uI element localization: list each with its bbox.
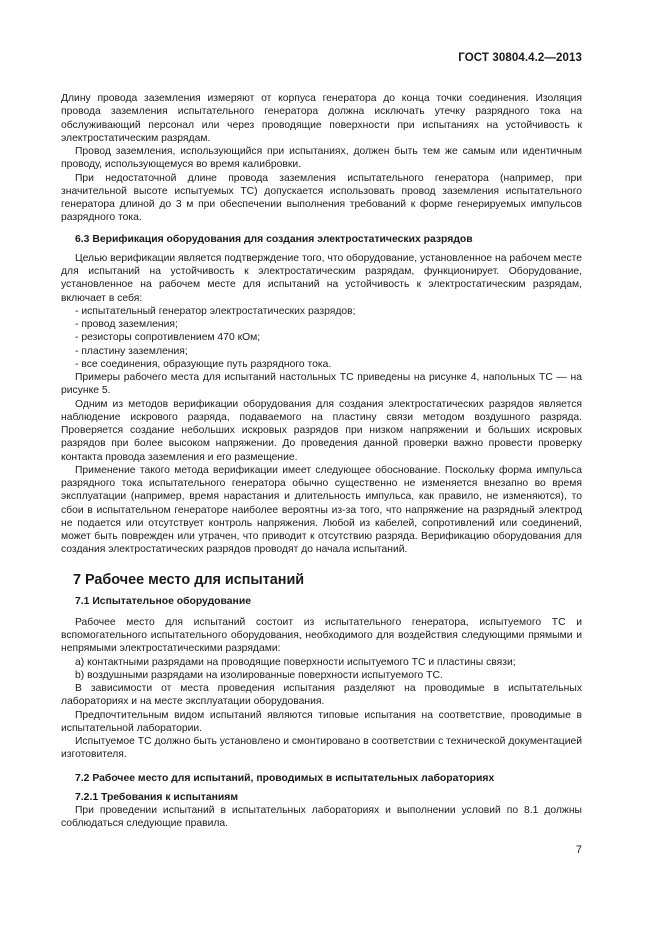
list-item: а) контактными разрядами на проводящие поверхности испытуемого ТС и пластины связи;	[75, 656, 516, 668]
section-heading-7: 7 Рабочее место для испытаний	[73, 571, 305, 588]
section-heading-7-1: 7.1 Испытательное оборудование	[75, 595, 251, 607]
paragraph: Предпочтительным видом испытаний являются типовые испытания на соответствие, проводимые в испытательной лаборатории.	[61, 709, 582, 734]
paragraph: В зависимости от места проведения испытания разделяют на проводимые в испытательных лабораториях и на месте эксплуатации оборудования.	[61, 683, 582, 708]
list-item: - пластину заземления;	[75, 345, 188, 357]
section-heading-6-3: 6.3 Верификация оборудования для создания электростатических разрядов	[75, 233, 473, 245]
paragraph: При недостаточной длине провода заземления испытательного генератора (например, при значительной высоте испытуемых ТС) допускается использовать провод заземления испытательного генератора длиной до 3 м при обеспечении выполнения требований к форме генерируемых импульсов разрядного тока.	[61, 172, 582, 224]
paragraph: Провод заземления, использующийся при испытаниях, должен быть тем же самым или идентичным проводу, использующемуся во время калибровки.	[61, 146, 582, 171]
list-item: b) воздушными разрядами на изолированные поверхности испытуемого ТС.	[75, 669, 443, 681]
paragraph: Применение такого метода верификации имеет следующее обоснование. Поскольку форма импульса разрядного тока испытательного генератора обычно существенно не изменяется внезапно во время эксплуатации (например, время нарастания и длительность импульса, как правило, не изменяются), то сбои в испытательном генераторе наиболее вероятны из-за того, что напряжение на разрядный электрод не подается или отсутствует контроль напряжения. Любой из кабелей, сопротивлений или соединений, может быть поврежден или утрачен, что приводит к отсутствию разряда. Верификацию оборудования для создания электростатических разрядов проводят до начала испытаний.	[61, 464, 582, 556]
paragraph: Испытуемое ТС должно быть установлено и смонтировано в соответствии с технической документацией изготовителя.	[61, 736, 582, 761]
paragraph: Примеры рабочего места для испытаний настольных ТС приведены на рисунке 4, напольных ТС — на рисунке 5.	[61, 372, 582, 397]
paragraph: Длину провода заземления измеряют от корпуса генератора до конца точки соединения. Изоляция провода заземления испытательного генератора должна исключать утечку разрядного тока на обслуживающий персонал или через проводящие поверхности при испытаниях на устойчивость к электростатическим разрядам.	[61, 93, 582, 144]
section-heading-7-2-1: 7.2.1 Требования к испытаниям	[75, 791, 239, 803]
paragraph: Одним из методов верификации оборудования для создания электростатических разрядов является наблюдение искрового разряда, подаваемого на пластину связи методом воздушного разряда. Проверяется создание небольших искровых разрядов при низком напряжении и больших искровых разрядов при более высоком напряжении. До проведения данной проверки важно провести проверку контакта провода заземления и его размещение.	[61, 398, 582, 463]
list-item: - резисторы сопротивлением 470 кОм;	[75, 332, 261, 344]
page-number: 7	[575, 844, 582, 856]
section-heading-7-2: 7.2 Рабочее место для испытаний, проводимых в испытательных лабораториях	[75, 772, 495, 784]
list-item: - испытательный генератор электростатических разрядов;	[75, 305, 356, 317]
standard-header: ГОСТ 30804.4.2—2013	[458, 52, 582, 64]
paragraph: При проведении испытаний в испытательных лабораториях и выполнении условий по 8.1 должны соблюдаться следующие правила.	[61, 805, 582, 830]
paragraph: Целью верификации является подтверждение того, что оборудование, установленное на рабочем месте для испытаний на устойчивость к электростатическим разрядам, функционирует. Оборудование, установленное на рабочем месте для испытаний на устойчивость к электростатическим разрядам, включает в себя:	[61, 252, 582, 304]
document-body	[61, 92, 582, 831]
list-item: - все соединения, образующие путь разрядного тока.	[75, 358, 332, 370]
paragraph: Рабочее место для испытаний состоит из испытательного генератора, испытуемого ТС и вспомогательного испытательного оборудования, необходимого для воздействия следующими прямыми и непрямыми электростатическими разрядами:	[61, 616, 582, 655]
list-item: - провод заземления;	[75, 319, 178, 330]
